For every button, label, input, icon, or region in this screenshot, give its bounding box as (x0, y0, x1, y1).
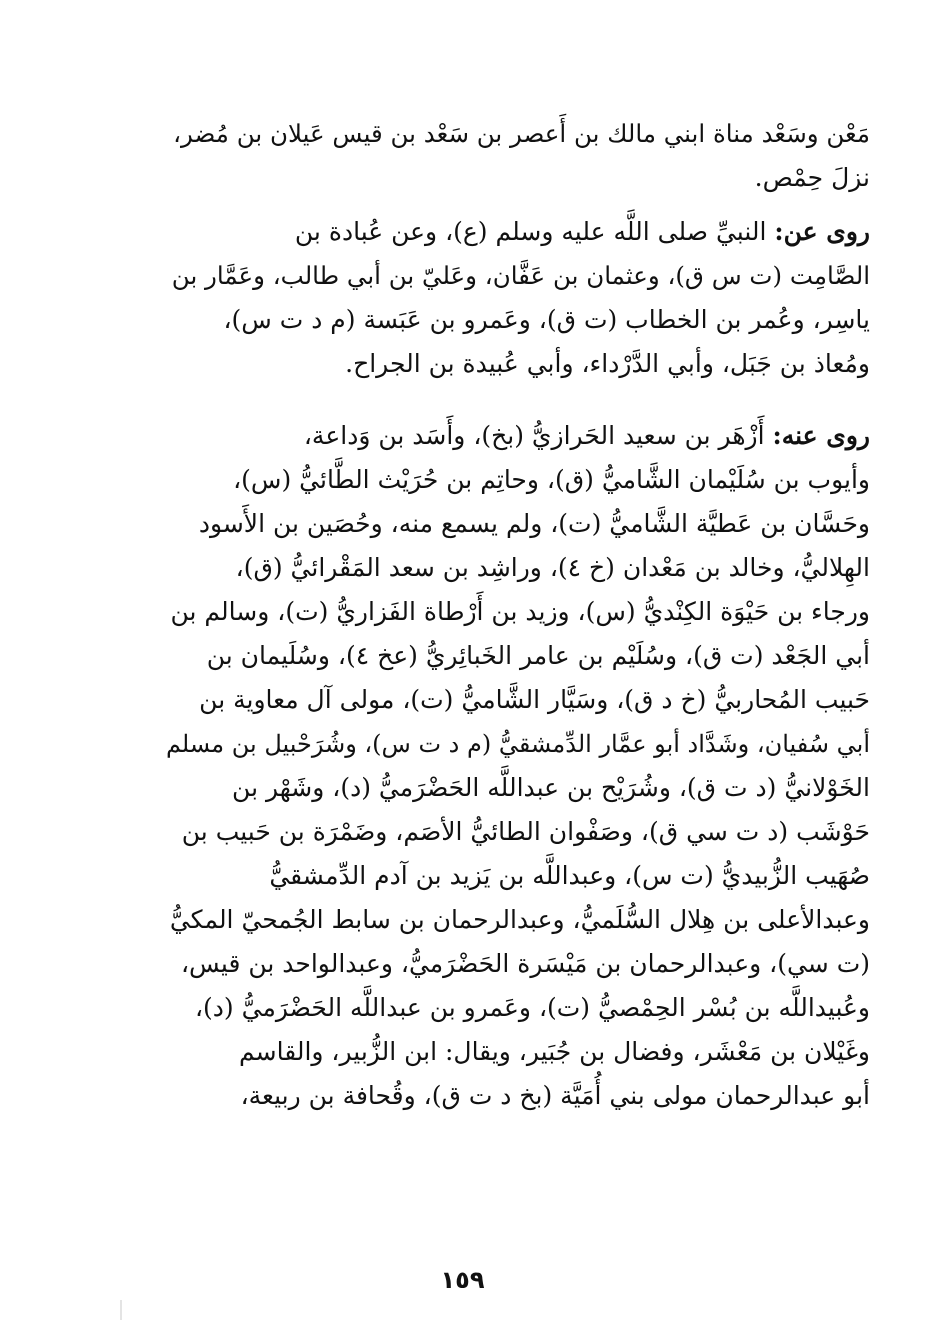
text-line: أبو عبدالرحمان مولى بني أُمَيَّة (بخ د ت ق)، وقُحافة بن ربيعة، (240, 1081, 870, 1110)
text-line: حَوْشَب (د ت سي ق)، وصَفْوان الطائيُّ الأصَم، وضَمْرَة بن حَبيب بن (181, 817, 870, 846)
text-line: وغَيْلان بن مَعْشَر، وفضال بن جُبَير، ويقال: ابن الزُّبير، والقاسم (239, 1037, 870, 1066)
text-line: ورجاء بن حَيْوَة الكِنْديُّ (س)، وزيد بن أَرْطاة الفَزاريُّ (ت)، وسالم بن (170, 597, 870, 626)
text-line: حَبيب المُحاربيُّ (خ د ق)، وسَيَّار الشَّاميُّ (ت)، مولى آل معاوية بن (199, 685, 870, 714)
text-line: وأيوب بن سُلَيْمان الشَّاميُّ (ق)، وحاتِم بن حُرَيْث الطَّائيُّ (س)، (233, 465, 870, 494)
text-line: أبي سُفيان، وشَدَّاد أبو عمَّار الدِّمشقيُّ (م د ت س)، وشُرَحْبيل بن مسلم (165, 730, 870, 758)
margin-mark (120, 1300, 122, 1320)
narrated-by-label: روى عنه: (772, 421, 870, 450)
text-line: وحَسَّان بن عَطيَّة الشَّاميُّ (ت)، ولم يسمع منه، وحُصَين بن الأَسود (198, 509, 870, 538)
text-line (160, 210, 870, 254)
line-text: أَزْهَر بن سعيد الحَرازيُّ (بخ)، وأَسَد بن وَداعة، (303, 421, 765, 450)
text-line: (ت سي)، وعبدالرحمان بن مَيْسَرة الحَضْرَميُّ، وعبدالواحد بن قيس، (180, 949, 870, 978)
line-text: النبيِّ صلى اللَّه عليه وسلم (ع)، وعن عُبادة بن (294, 217, 767, 246)
narrated-by-paragraph (160, 414, 870, 1118)
text-line: الخَوْلانيُّ (د ت ق)، وشُرَيْح بن عبداللَّه الحَضْرَميُّ (د)، وشَهْر بن (232, 773, 870, 802)
page-body (160, 112, 870, 1118)
text-line: أبي الجَعْد (ت ق)، وسُلَيْم بن عامر الخَبائِريُّ (عخ ٤)، وسُلَيمان بن (206, 641, 870, 670)
text-line: ومُعاذ بن جَبَل، وأبي الدَّرْداء، وأبي عُبيدة بن الجراح. (345, 349, 870, 378)
narrated-from-label: روى عن: (774, 217, 870, 246)
text-line: الهِلاليُّ، وخالد بن مَعْدان (خ ٤)، وراشِد بن سعد المَقْرائيُّ (ق)، (235, 553, 870, 582)
intro-paragraph (160, 112, 870, 200)
text-line: مَعْن وسَعْد مناة ابني مالك بن أَعصر بن سَعْد بن قيس عَيلان بن مُضر، (173, 119, 870, 148)
text-line (160, 414, 870, 458)
page-number: ١٥٩ (440, 1266, 485, 1294)
text-line: وعبدالأعلى بن هِلال السُّلَميُّ، وعبدالرحمان بن سابط الجُمحيّ المكيُّ (169, 905, 870, 934)
text-line: وعُبيداللَّه بن بُسْر الحِمْصيُّ (ت)، وعَمرو بن عبداللَّه الحَضْرَميُّ (د)، (194, 993, 870, 1022)
text-line: الصَّامِت (ت س ق)، وعثمان بن عَفَّان، وعَليّ بن أبي طالب، وعَمَّار بن (171, 261, 870, 290)
text-line: ياسِر، وعُمر بن الخطاب (ت ق)، وعَمرو بن عَبَسة (م د ت س)، (223, 305, 870, 334)
narrated-from-paragraph (160, 210, 870, 386)
text-line: نزلَ حِمْص. (754, 163, 870, 192)
text-line: صُهَيب الزُّبيديُّ (ت س)، وعبداللَّه بن يَزيد بن آدم الدِّمشقيُّ (269, 861, 870, 890)
